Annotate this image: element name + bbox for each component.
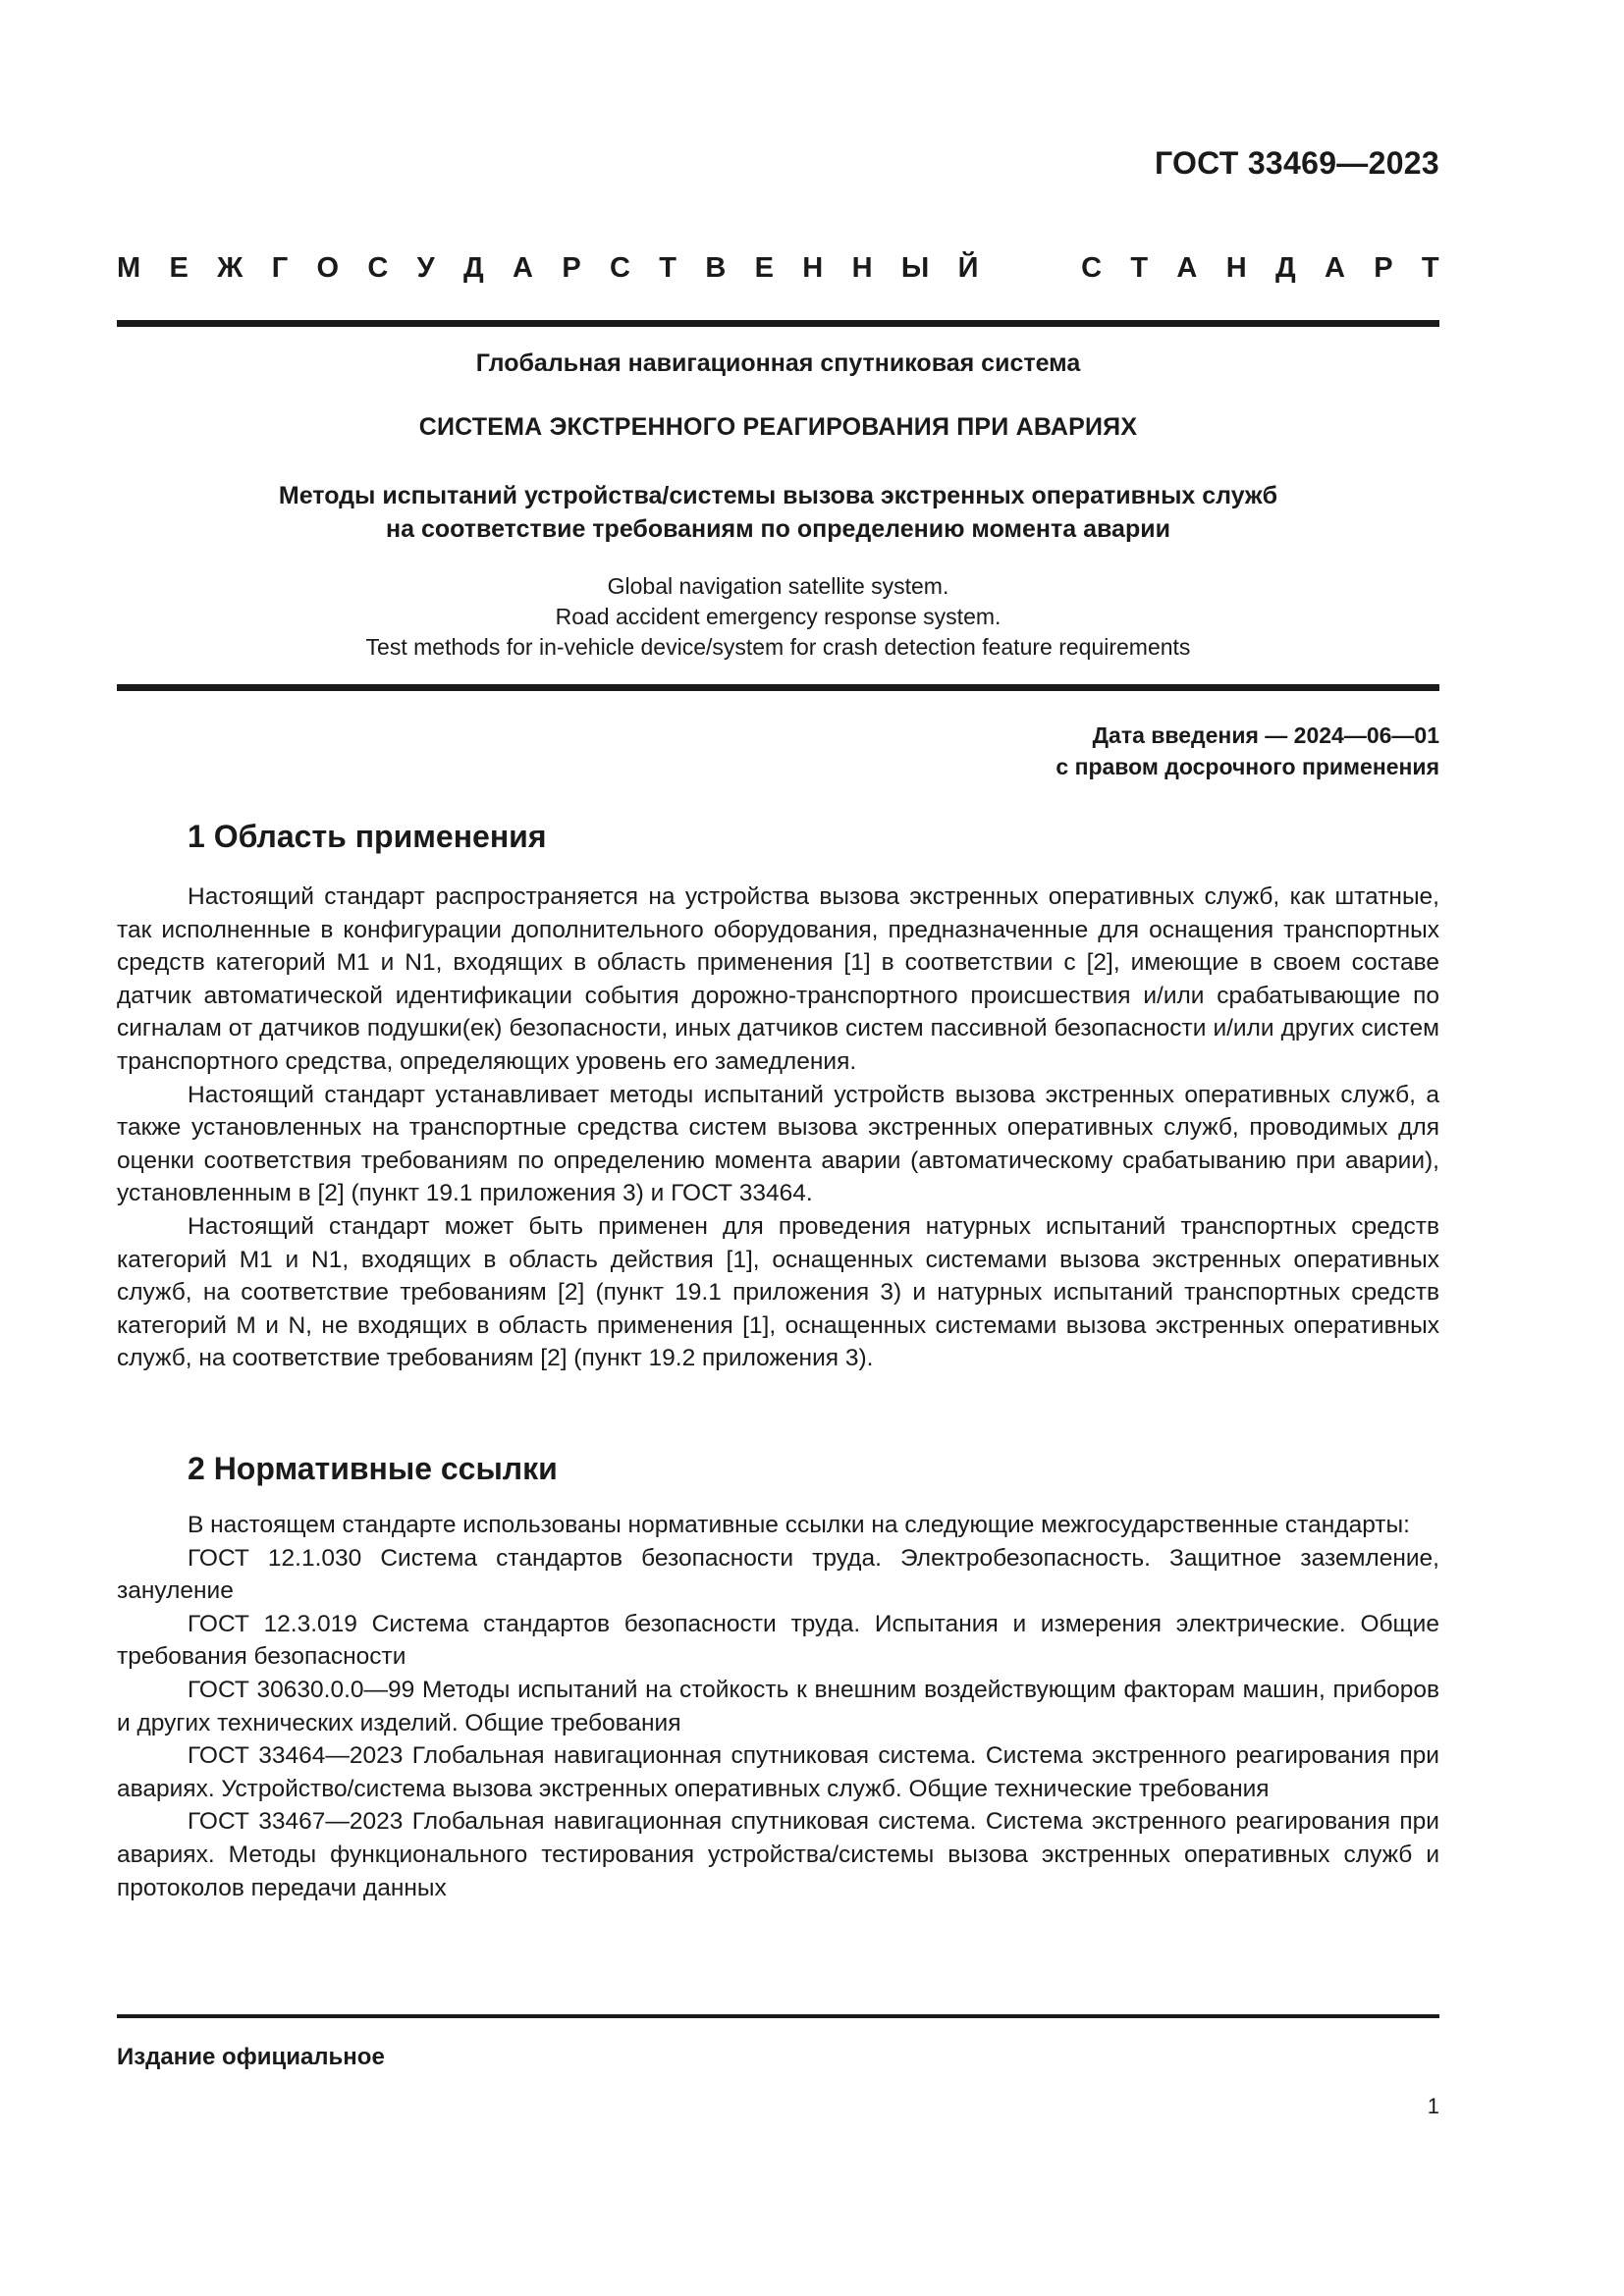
banner-letter: Е [169,252,189,284]
normative-reference: ГОСТ 12.3.019 Система стандартов безопасности труда. Испытания и измерения электрические. Общие требования безопасности [117,1610,1439,1671]
english-title-line-3: Test methods for in-vehicle device/system for crash detection feature requirements [365,634,1191,660]
title-line-1: Глобальная навигационная спутниковая система [475,349,1081,377]
early-use-note: с правом досрочного применения [1056,754,1439,779]
banner-letter: В [705,252,727,284]
normative-reference: ГОСТ 12.1.030 Система стандартов безопасности труда. Электробезопасность. Защитное заземление, зануление [117,1544,1439,1605]
page-number: 1 [1427,2094,1439,2118]
top-rule [117,320,1439,327]
banner-letter: Н [851,252,873,284]
banner-letter: Й [957,252,979,284]
banner-letter: Д [1274,252,1296,284]
banner-letter: Т [659,252,677,284]
title-line-3a: Методы испытаний устройства/системы вызова экстренных оперативных служб [278,482,1278,509]
standard-number: ГОСТ 33469—2023 [1154,145,1439,181]
title-line-2: СИСТЕМА ЭКСТРЕННОГО РЕАГИРОВАНИЯ ПРИ АВАРИЯХ [418,413,1138,441]
section-2-body [117,1509,1439,1904]
title-line-3 [117,479,1439,546]
banner-letter: Г [271,252,289,284]
english-title-line-2: Road accident emergency response system. [555,604,1001,629]
english-title [117,571,1439,663]
edition-label: Издание официальное [117,2044,385,2070]
banner-letter: Е [754,252,774,284]
banner-letter: Р [1374,252,1393,284]
section-2-intro: В настоящем стандарте использованы нормативные ссылки на следующие межгосударственные стандарты: [188,1512,1410,1538]
banner-letter: М [117,252,141,284]
banner-letter: С [1081,252,1103,284]
banner-letter: А [1324,252,1345,284]
banner-word-gap [1007,253,1053,283]
normative-reference: ГОСТ 33464—2023 Глобальная навигационная спутниковая система. Система экстренного реагирования при авариях. Устройство/система вызова экстренных оперативных служб. Общие технические требования [117,1742,1439,1802]
english-title-line-1: Global navigation satellite system. [607,573,949,599]
banner-letter: С [367,252,389,284]
section-1-paragraph: Настоящий стандарт устанавливает методы испытаний устройств вызова экстренных оперативных служб, а также установленных на транспортные средства систем вызова экстренных оперативных служб, проводимых для оценки соответствия требованиям по определению момента аварии (автоматическому срабатыванию при аварии), установленным в [2] (пункт 19.1 приложения 3) и ГОСТ 33464. [117,1081,1439,1207]
banner-letter: Т [1130,252,1149,284]
title-line-3b: на соответствие требованиям по определению момента аварии [386,515,1170,543]
banner-letter: Т [1421,252,1439,284]
banner-letter: Ж [217,252,244,284]
banner-letter: Н [1225,252,1247,284]
banner-letter: С [610,252,630,284]
section-1-paragraph: Настоящий стандарт распространяется на устройства вызова экстренных оперативных служб, как штатные, так исполненные в конфигурации дополнительного оборудования, предназначенные для оснащения транспортных средств категорий М1 и N1, входящих в область применения [1] в соответствии с [2], имеющие в своем составе датчик автоматической идентификации события дорожно-транспортного происшествия и/или срабатывающие по сигналам от датчиков подушки(ек) безопасности, иных датчиков систем пассивной безопасности и/или других систем транспортного средства, определяющих уровень его замедления. [117,883,1439,1075]
banner-letter: Р [562,252,581,284]
banner-letter: Ы [900,252,930,284]
banner-letter: У [416,252,435,284]
section-1-body [117,881,1439,1375]
banner-letter: Н [802,252,824,284]
section-1-paragraph: Настоящий стандарт может быть применен для проведения натурных испытаний транспортных средств категорий М1 и N1, входящих в область действия [1], оснащенных системами вызова экстренных оперативных служб, на соответствие требованиям [2] (пункт 19.1 приложения 3) и натурных испытаний транспортных средств категорий М и N, не входящих в область применения [1], оснащенных системами вызова экстренных оперативных служб, на соответствие требованиям [2] (пункт 19.2 приложения 3). [117,1212,1439,1372]
banner-letter: Д [463,252,484,284]
introduction-dates [1056,720,1439,782]
footer-rule [117,2014,1439,2018]
standard-type-banner [117,253,1439,283]
section-1-heading: 1 Область применения [188,819,547,854]
banner-letter: О [316,252,340,284]
banner-letter: А [513,252,533,284]
section-2-heading: 2 Нормативные ссылки [188,1451,558,1486]
banner-letter: А [1176,252,1198,284]
title-bottom-rule [117,684,1439,691]
normative-reference: ГОСТ 33467—2023 Глобальная навигационная спутниковая система. Система экстренного реагирования при авариях. Методы функционального тестирования устройства/системы вызова экстренных оперативных служб и протоколов передачи данных [117,1808,1439,1901]
introduction-date: Дата введения — 2024—06—01 [1092,722,1439,748]
document-page [117,0,1439,2296]
normative-reference: ГОСТ 30630.0.0—99 Методы испытаний на стойкость к внешним воздействующим факторам машин, приборов и других технических изделий. Общие требования [117,1676,1439,1736]
